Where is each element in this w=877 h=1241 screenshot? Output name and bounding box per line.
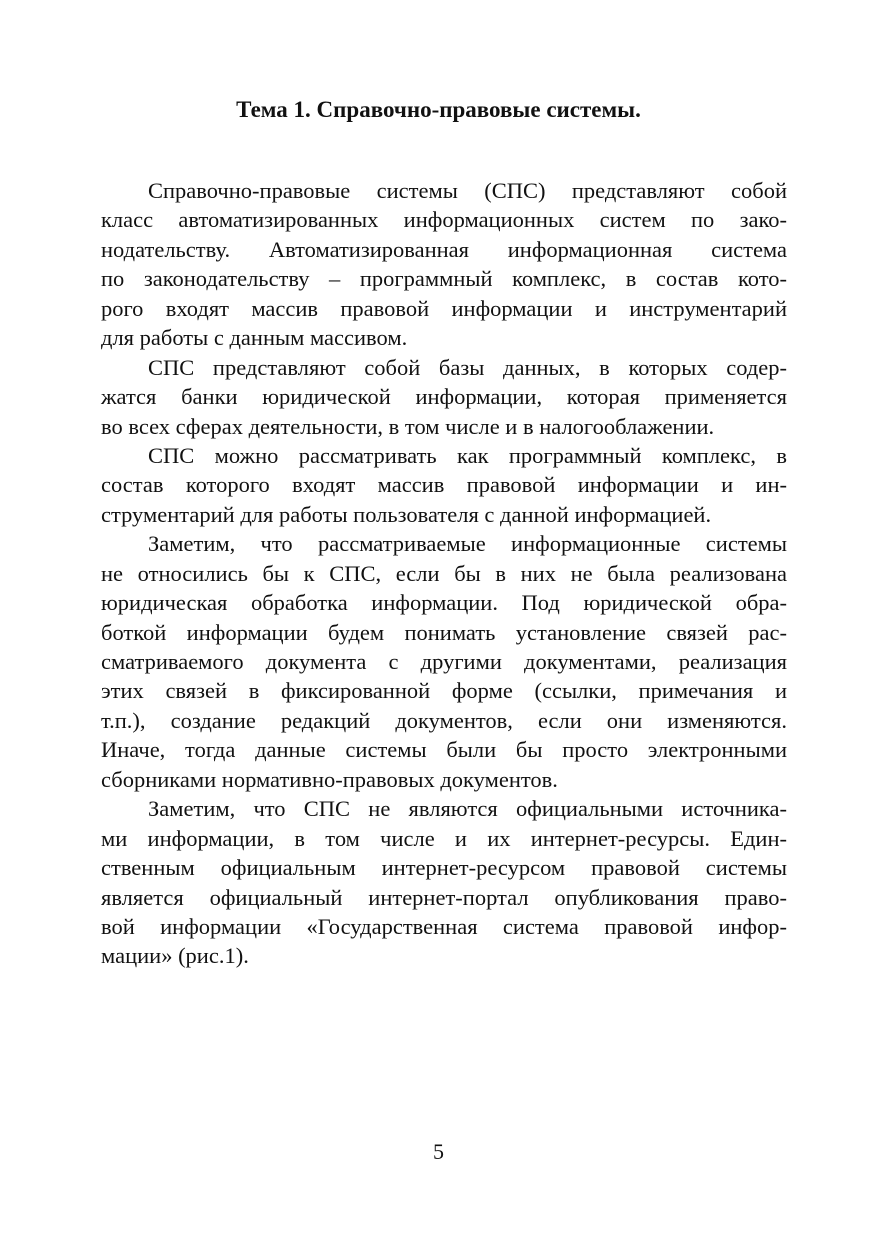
text-line: нодательству. Автоматизированная информационная система — [101, 236, 787, 262]
text-line: юридическая обработка информации. Под юридической обра- — [101, 590, 787, 616]
text-line: Заметим, что СПС не являются официальными источника- — [148, 796, 787, 822]
text-line: этих связей в фиксированной форме (ссылки, примечания и — [101, 678, 787, 704]
page-title: Тема 1. Справочно-правовые системы. — [236, 97, 641, 122]
text-line: СПС можно рассматривать как программный комплекс, в — [148, 442, 787, 468]
text-line: не относились бы к СПС, если бы в них не была реализована — [101, 560, 787, 586]
paragraph-2 — [101, 353, 787, 441]
text-line: мации» (рис.1). — [101, 943, 249, 969]
text-line: вой информации «Государственная система правовой инфор- — [101, 913, 787, 939]
text-line: боткой информации будем понимать установление связей рас- — [101, 619, 787, 645]
text-line: СПС представляют собой базы данных, в которых содер- — [148, 354, 787, 380]
text-line: является официальный интернет-портал опубликования право- — [101, 884, 787, 910]
text-line: т.п.), создание редакций документов, если они изменяются. — [101, 707, 787, 733]
body-text — [101, 176, 787, 971]
text-line: ственным официальным интернет-ресурсом правовой системы — [101, 855, 787, 881]
text-line: рого входят массив правовой информации и инструментарий — [101, 295, 787, 321]
text-line: состав которого входят массив правовой информации и ин- — [101, 472, 787, 498]
text-line: класс автоматизированных информационных систем по зако- — [101, 207, 787, 233]
text-line: Заметим, что рассматриваемые информационные системы — [148, 531, 787, 557]
paragraph-1 — [101, 176, 787, 353]
paragraph-5 — [101, 794, 787, 971]
text-line: сборниками нормативно-правовых документов. — [101, 766, 558, 792]
text-line: по законодательству – программный комплекс, в состав кото- — [101, 266, 787, 292]
text-line: во всех сферах деятельности, в том числе и в налогооблажении. — [101, 413, 715, 439]
text-line: сматриваемого документа с другими документами, реализация — [101, 649, 787, 674]
paragraph-4 — [101, 529, 787, 794]
paragraph-3 — [101, 441, 787, 529]
text-line: Справочно-правовые системы (СПС) представляют собой — [148, 178, 787, 203]
text-line: для работы с данным массивом. — [101, 325, 408, 351]
text-line: жатся банки юридической информации, которая применяется — [101, 384, 787, 410]
text-line: ми информации, в том числе и их интернет-ресурсы. Един- — [101, 825, 787, 851]
page-number: 5 — [433, 1139, 444, 1164]
text-line: струментарий для работы пользователя с данной информацией. — [101, 501, 712, 527]
text-line: Иначе, тогда данные системы были бы просто электронными — [101, 737, 787, 763]
